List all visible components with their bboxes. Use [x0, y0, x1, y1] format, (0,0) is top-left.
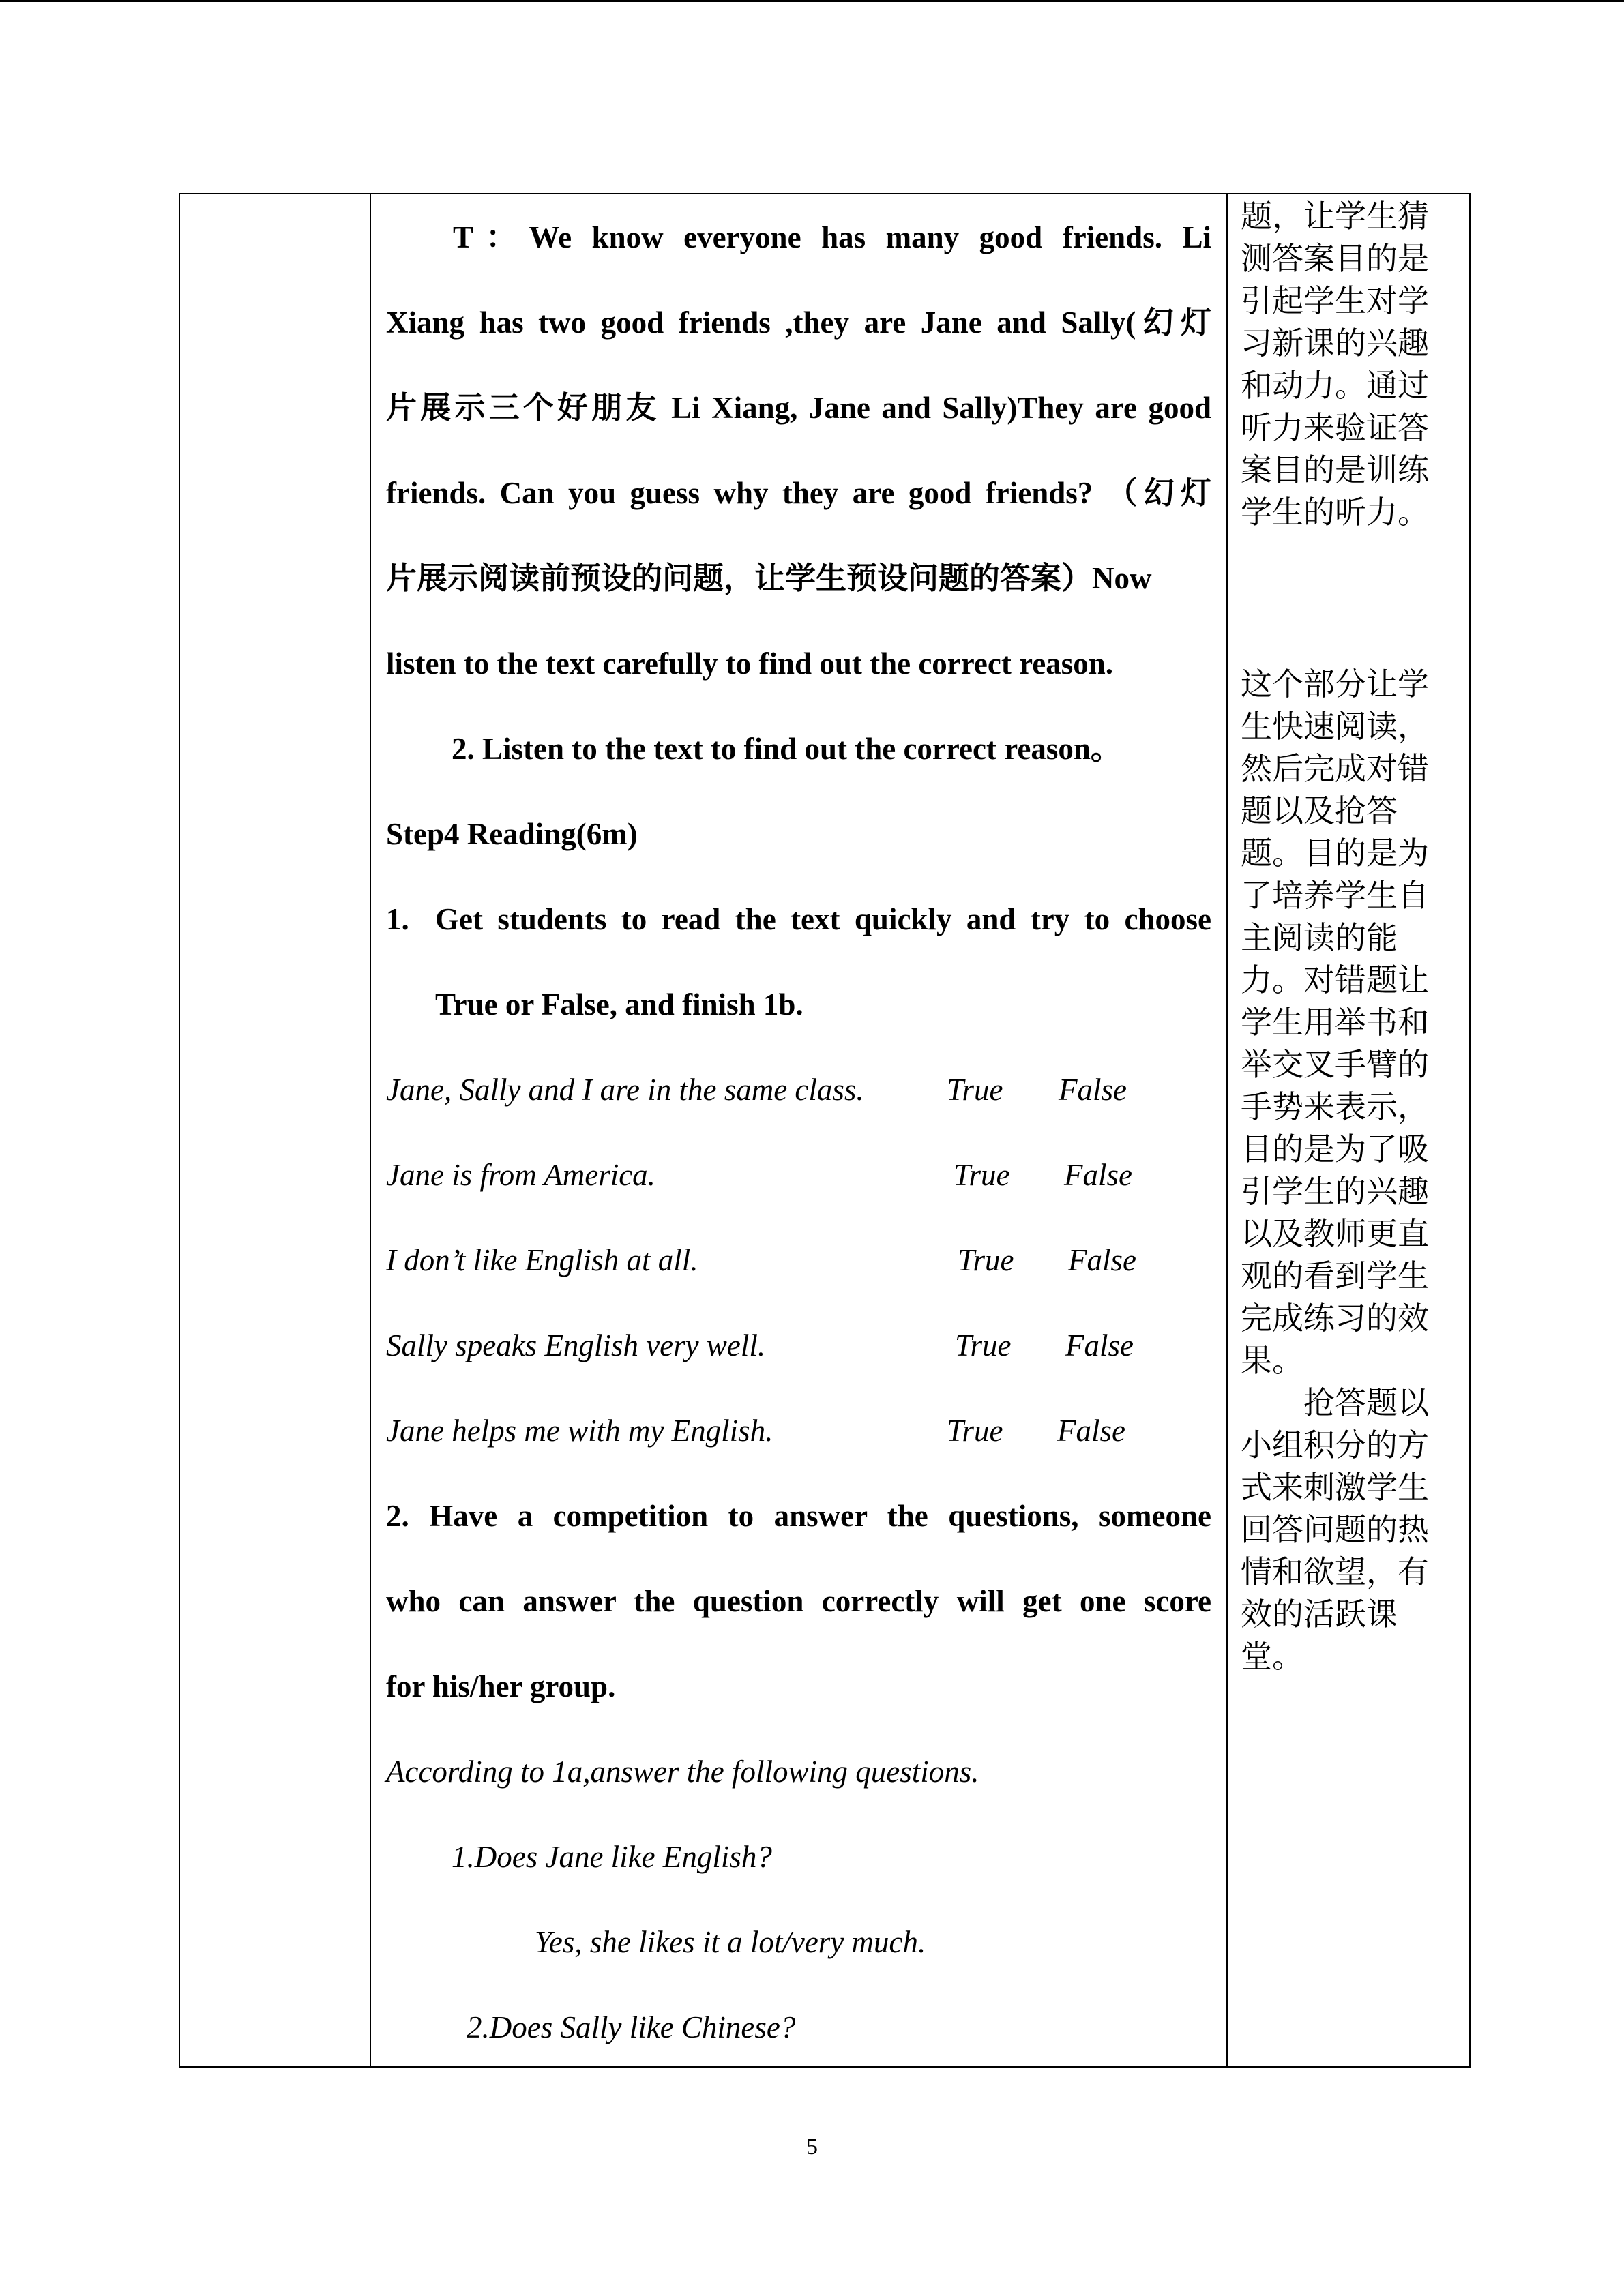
question-1: 1.Does Jane like English? [452, 1840, 772, 1874]
tf-true-option: True [954, 1158, 1010, 1192]
side-line: 回答问题的热 [1241, 1511, 1429, 1548]
side-line: 听力来验证答 [1241, 409, 1429, 446]
side-line: 举交叉手臂的 [1241, 1046, 1429, 1083]
side-line: 手势来表示， [1241, 1088, 1429, 1125]
tf-statement: Jane is from America. [386, 1158, 655, 1192]
side-line: 学生用举书和 [1241, 1004, 1429, 1041]
paragraph-line: friends. Can you guess why they are good friends? （幻灯 [386, 476, 1211, 510]
paragraph-line: T：We know everyone has many good friends. Li [453, 220, 1211, 254]
true-false-item [386, 1071, 1211, 1109]
tf-statement: Sally speaks English very well. [386, 1328, 766, 1362]
column-divider-2 [1226, 194, 1228, 2066]
list-item-number: 1. [386, 902, 409, 936]
side-line: 目的是为了吸 [1241, 1131, 1429, 1167]
side-line: 小组积分的方 [1241, 1427, 1429, 1463]
tf-true-option: True [958, 1243, 1014, 1277]
side-line: 引学生的兴趣 [1241, 1173, 1429, 1210]
side-line: 生快速阅读， [1241, 708, 1429, 745]
tf-false-option: False [1059, 1073, 1127, 1107]
tf-false-option: False [1064, 1158, 1132, 1192]
answer-1: Yes, she likes it a lot/very much. [535, 1925, 926, 1959]
page-number: 5 [806, 2134, 818, 2160]
side-line: 了培养学生自 [1241, 877, 1429, 914]
step4-heading: Step4 Reading(6m) [386, 817, 638, 851]
side-line: 情和欲望，有 [1241, 1553, 1429, 1590]
tf-statement: I don’t like English at all. [386, 1243, 698, 1277]
question-instruction: According to 1a,answer the following questions. [386, 1755, 979, 1789]
side-line: 案目的是训练 [1241, 451, 1429, 488]
side-line: 观的看到学生 [1241, 1257, 1429, 1294]
tf-statement: Jane helps me with my English. [386, 1414, 773, 1448]
side-line: 题以及抢答 [1241, 792, 1398, 829]
design-intent-block-2 [1241, 663, 1445, 1678]
side-line: 力。对错题让 [1241, 961, 1429, 998]
side-line: 以及教师更直 [1241, 1215, 1429, 1252]
side-line: 和动力。通过 [1241, 367, 1429, 404]
tf-false-option: False [1068, 1243, 1136, 1277]
column-divider-1 [370, 194, 371, 2066]
side-line: 然后完成对错 [1241, 750, 1429, 787]
question-2: 2.Does Sally like Chinese? [467, 2010, 796, 2044]
list-item-text: True or False, and finish 1b. [435, 987, 803, 1022]
tf-true-option: True [955, 1328, 1012, 1362]
tf-statement: Jane, Sally and I are in the same class. [386, 1073, 864, 1107]
side-line: 测答案目的是 [1241, 240, 1429, 277]
side-line: 抢答题以 [1303, 1384, 1429, 1421]
design-intent-block-1 [1241, 195, 1445, 533]
side-line: 引起学生对学 [1241, 282, 1429, 319]
paragraph-line: listen to the text carefully to find out the correct reason. [386, 646, 1114, 681]
top-border [0, 0, 1624, 2]
true-false-item [386, 1241, 1211, 1279]
side-line: 习新课的兴趣 [1241, 325, 1429, 361]
true-false-item [386, 1412, 1211, 1450]
competition-line: 2. Have a competition to answer the questions, someone [386, 1499, 1211, 1533]
true-false-item [386, 1156, 1211, 1194]
paragraph-line: 片展示三个好朋友 Li Xiang, Jane and Sally)They are good [386, 391, 1211, 425]
side-line: 堂。 [1241, 1638, 1303, 1675]
competition-line: for his/her group. [386, 1669, 616, 1703]
side-line: 题。目的是为 [1241, 835, 1429, 871]
side-line: 效的活跃课 [1241, 1596, 1398, 1632]
competition-line: who can answer the question correctly will get one score [386, 1584, 1211, 1618]
tf-false-option: False [1057, 1414, 1125, 1448]
side-line: 式来刺激学生 [1241, 1469, 1429, 1506]
side-line: 学生的听力。 [1241, 494, 1429, 531]
side-line: 完成练习的效 [1241, 1300, 1429, 1337]
side-line: 果。 [1241, 1342, 1303, 1379]
true-false-item [386, 1326, 1211, 1365]
tf-false-option: False [1065, 1328, 1134, 1362]
side-line: 主阅读的能 [1241, 919, 1398, 956]
side-line: 题，让学生猜 [1241, 198, 1429, 235]
paragraph-line: Xiang has two good friends ,they are Jane and Sally(幻灯 [386, 305, 1211, 340]
tf-true-option: True [947, 1073, 1003, 1107]
list-item-text: Get students to read the text quickly and try to choose [435, 902, 1211, 936]
listen-step: 2. Listen to the text to find out the correct reason。 [452, 732, 1121, 766]
paragraph-line: 片展示阅读前预设的问题，让学生预设问题的答案）Now [386, 561, 1152, 595]
tf-true-option: True [947, 1414, 1003, 1448]
side-line: 这个部分让学 [1241, 666, 1429, 702]
